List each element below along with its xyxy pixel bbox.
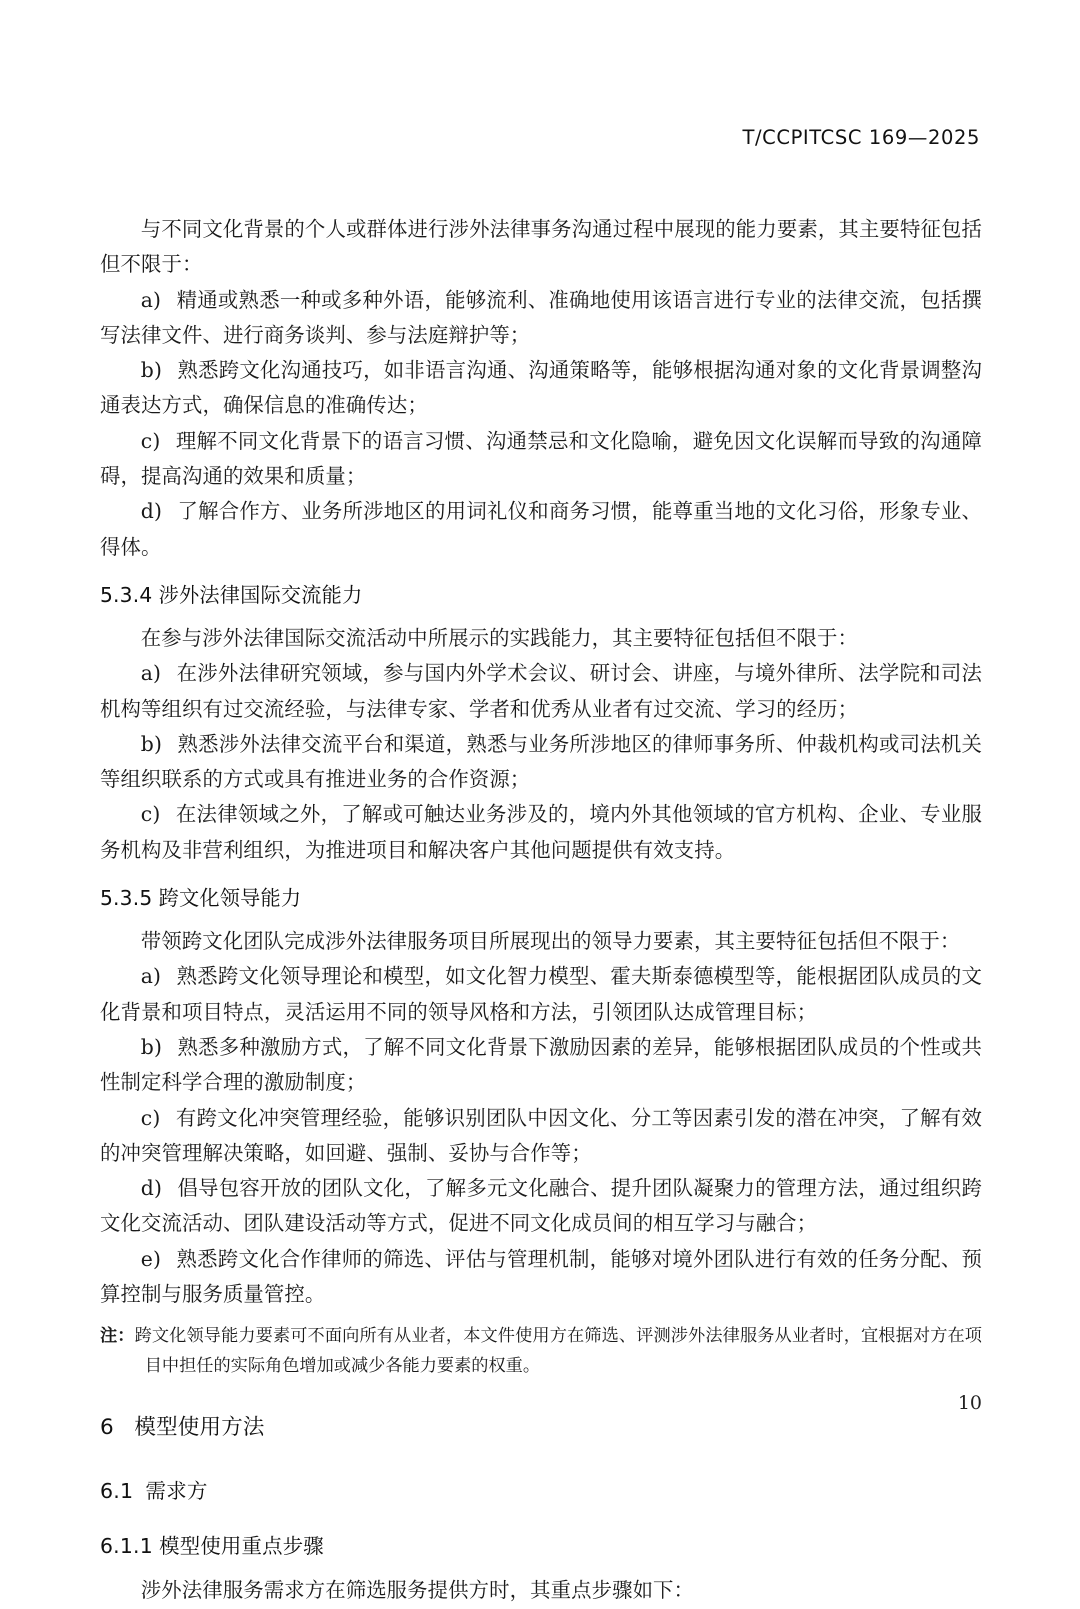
- list-item: [100, 424, 982, 495]
- list-marker: b): [140, 1034, 163, 1059]
- list-marker: c): [140, 1105, 161, 1130]
- clause-number: 6.1.1: [100, 1534, 153, 1559]
- list-item-text: 熟悉跨文化领导理论和模型，如文化智力模型、霍夫斯泰德模型等，能根据团队成员的文化背景和项目特点，灵活运用不同的领导风格和方法，引领团队达成管理目标；: [100, 964, 982, 1024]
- list-item: [100, 797, 982, 868]
- clause-number: 6: [100, 1415, 114, 1441]
- list-item: [100, 656, 982, 727]
- section-6-1-1-paragraph: 涉外法律服务需求方在筛选服务提供方时，其重点步骤如下：: [140, 1578, 695, 1603]
- intro-paragraph: 与不同文化背景的个人或群体进行涉外法律事务沟通过程中展现的能力要素，其主要特征包括但不限于：: [100, 217, 982, 277]
- list-item-text: 熟悉多种激励方式，了解不同文化背景下激励因素的差异，能够根据团队成员的个性或共性制定科学合理的激励制度；: [100, 1034, 982, 1095]
- list-marker: e): [140, 1246, 162, 1271]
- list-item: [100, 1242, 982, 1313]
- list-item-text: 在法律领域之外，了解或可触达业务涉及的，境内外其他领域的官方机构、企业、专业服务机构及非营利组织，为推进项目和解决客户其他问题提供有效支持。: [100, 802, 982, 862]
- clause-title: 模型使用重点步骤: [159, 1534, 324, 1559]
- list-item-text: 了解合作方、业务所涉地区的用词礼仪和商务习惯，能尊重当地的文化习俗，形象专业、得体。: [100, 499, 982, 559]
- list-item-text: 精通或熟悉一种或多种外语，能够流利、准确地使用该语言进行专业的法律交流，包括撰写法律文件、进行商务谈判、参与法庭辩护等；: [100, 287, 982, 347]
- list-item-text: 在涉外法律研究领域，参与国内外学术会议、研讨会、讲座，与境外律所、法学院和司法机构等组织有过交流经验，与法律专家、学者和优秀从业者有过交流、学习的经历；: [100, 661, 982, 721]
- list-item: [100, 1101, 982, 1172]
- list-item: [100, 353, 982, 424]
- list-item: [100, 283, 982, 354]
- list-item-text: 熟悉跨文化沟通技巧，如非语言沟通、沟通策略等，能够根据沟通对象的文化背景调整沟通表达方式，确保信息的准确传达；: [100, 358, 982, 418]
- list-item: [100, 959, 982, 1030]
- heading-6-1: [100, 1457, 982, 1518]
- list-marker: a): [140, 964, 162, 989]
- clause-number: 5.3.5: [100, 886, 153, 911]
- list-item-text: 倡导包容开放的团队文化，了解多元文化融合、提升团队凝聚力的管理方法，通过组织跨文化交流活动、团队建设活动等方式，促进不同文化成员间的相互学习与融合；: [100, 1176, 982, 1236]
- list-marker: d): [140, 1176, 163, 1201]
- note-text: 跨文化领导能力要素可不面向所有从业者，本文件使用方在筛选、评测涉外法律服务从业者时，宜根据对方在项目中担任的实际角色增加或减少各能力要素的权重。: [134, 1326, 982, 1377]
- list-marker: a): [140, 661, 162, 686]
- page-number: 10: [957, 1392, 982, 1414]
- list-item: [100, 727, 982, 798]
- clause-title: 跨文化领导能力: [158, 886, 302, 911]
- list-marker: c): [140, 802, 161, 827]
- note-block: [100, 1312, 982, 1381]
- list-marker: d): [140, 499, 163, 524]
- running-header-standard-code: T/CCPITCSC 169—2025: [742, 126, 980, 149]
- list-item: [100, 1030, 982, 1101]
- list-marker: b): [140, 731, 163, 756]
- list-marker: a): [140, 287, 162, 312]
- note-label: 注：: [100, 1326, 135, 1347]
- list-marker: b): [140, 358, 163, 383]
- clause-title: 需求方: [145, 1479, 208, 1504]
- list-marker: c): [140, 428, 161, 453]
- list-item: [100, 1171, 982, 1242]
- list-item-text: 熟悉涉外法律交流平台和渠道，熟悉与业务所涉地区的律师事务所、仲裁机构或司法机关等组织联系的方式或具有推进业务的合作资源；: [100, 731, 982, 792]
- clause-number: 5.3.4: [100, 582, 153, 607]
- list-item-text: 理解不同文化背景下的语言习惯、沟通禁忌和文化隐喻，避免因文化误解而导致的沟通障碍，提高沟通的效果和质量；: [100, 428, 982, 489]
- heading-5-3-4: [100, 565, 982, 621]
- clause-title: 涉外法律国际交流能力: [158, 582, 363, 607]
- section-5-3-4-paragraph: 在参与涉外法律国际交流活动中所展示的实践能力，其主要特征包括但不限于：: [140, 625, 858, 650]
- clause-number: 6.1: [100, 1479, 134, 1504]
- clause-title: 模型使用方法: [134, 1415, 265, 1441]
- heading-5-3-5: [100, 868, 982, 924]
- list-item: [100, 494, 982, 565]
- list-item-text: 有跨文化冲突管理经验，能够识别团队中因文化、分工等因素引发的潜在冲突，了解有效的冲突管理解决策略，如回避、强制、妥协与合作等；: [100, 1105, 982, 1165]
- list-item-text: 熟悉跨文化合作律师的筛选、评估与管理机制，能够对境外团队进行有效的任务分配、预算控制与服务质量管控。: [100, 1246, 982, 1307]
- section-5-3-5-paragraph: 带领跨文化团队完成涉外法律服务项目所展现出的领导力要素，其主要特征包括但不限于：: [140, 929, 961, 954]
